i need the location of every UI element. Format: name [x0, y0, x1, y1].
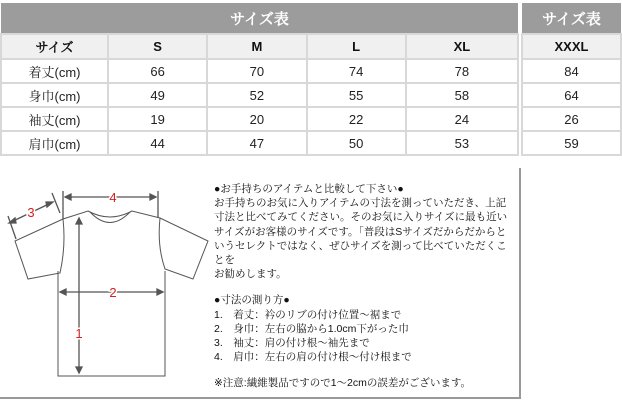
row-label: 身巾(cm) — [1, 83, 108, 107]
cell: 47 — [207, 131, 306, 155]
cell: 22 — [307, 107, 406, 131]
row-label: 着丈(cm) — [1, 59, 108, 83]
col-header: S — [108, 34, 207, 59]
label-1: 1 — [75, 326, 83, 341]
cell: 55 — [307, 83, 406, 107]
col-header: XL — [406, 34, 518, 59]
row-label: 肩巾(cm) — [1, 131, 108, 155]
col-header: M — [207, 34, 306, 59]
note-line: 寸法と比べてみてください。そのお気に入りサイズに最も近い — [214, 211, 508, 224]
cell: 50 — [307, 131, 406, 155]
compare-heading: ●お手持ちのアイテムと比較して下さい● — [214, 183, 404, 195]
caution-text: ※注意:繊維製品ですので1～2cmの誤差がございます。 — [214, 377, 472, 390]
table-row — [1, 107, 518, 131]
notes — [214, 182, 514, 391]
cell: 59 — [522, 131, 621, 155]
cell: 24 — [406, 107, 518, 131]
cell: 20 — [207, 107, 306, 131]
cell: 19 — [108, 107, 207, 131]
cell: 64 — [522, 83, 621, 107]
cell: 70 — [207, 59, 306, 83]
cell: 58 — [406, 83, 518, 107]
cell: 74 — [307, 59, 406, 83]
shirt-right — [63, 211, 208, 279]
xxxl-table-title: サイズ表 — [522, 3, 621, 34]
header-row — [1, 34, 518, 59]
row-label: 袖丈(cm) — [1, 107, 108, 131]
tshirt-diagram — [0, 168, 212, 397]
cell: 78 — [406, 59, 518, 83]
table-row — [1, 131, 518, 155]
cell: 44 — [108, 131, 207, 155]
label-3: 3 — [27, 205, 35, 220]
cell: 53 — [406, 131, 518, 155]
note-line: お手持ちのお気に入りアイテムの寸法を測っていただき、上記 — [214, 197, 507, 210]
measure-line: 3. 袖丈：肩の付け根～袖先まで — [214, 337, 370, 350]
note-line: いうセレクトではなく、ぜひサイズを測って比べていただくことを — [214, 239, 507, 267]
label-4: 4 — [109, 190, 117, 205]
table-row — [1, 83, 518, 107]
cell: 49 — [108, 83, 207, 107]
label-2: 2 — [109, 285, 117, 300]
table-row — [1, 59, 518, 83]
measurement-info — [0, 168, 521, 399]
cell: 52 — [207, 83, 306, 107]
note-line: お勧めします。 — [214, 268, 287, 281]
col-header: L — [307, 34, 406, 59]
measure-line: 4. 肩巾：左右の肩の付け根～付け根まで — [214, 351, 412, 364]
measure-line: 1. 着丈：衿のリブの付け位置～裾まで — [214, 308, 402, 321]
size-table — [0, 3, 519, 156]
col-header: XXXL — [522, 34, 621, 59]
xxxl-table — [521, 3, 622, 156]
col-header: サイズ — [1, 34, 108, 59]
measure-line: 2. 身巾：左右の脇から1.0cm下がった巾 — [214, 322, 409, 335]
cell: 66 — [108, 59, 207, 83]
measure-heading: ●寸法の測り方● — [214, 294, 290, 307]
cell: 26 — [522, 107, 621, 131]
shirt-left-sleeve — [15, 219, 64, 279]
cell: 84 — [522, 59, 621, 83]
size-table-title: サイズ表 — [1, 3, 518, 34]
note-line: サイズがお客様のサイズです。「普段はSサイズだからだからと — [214, 225, 507, 238]
